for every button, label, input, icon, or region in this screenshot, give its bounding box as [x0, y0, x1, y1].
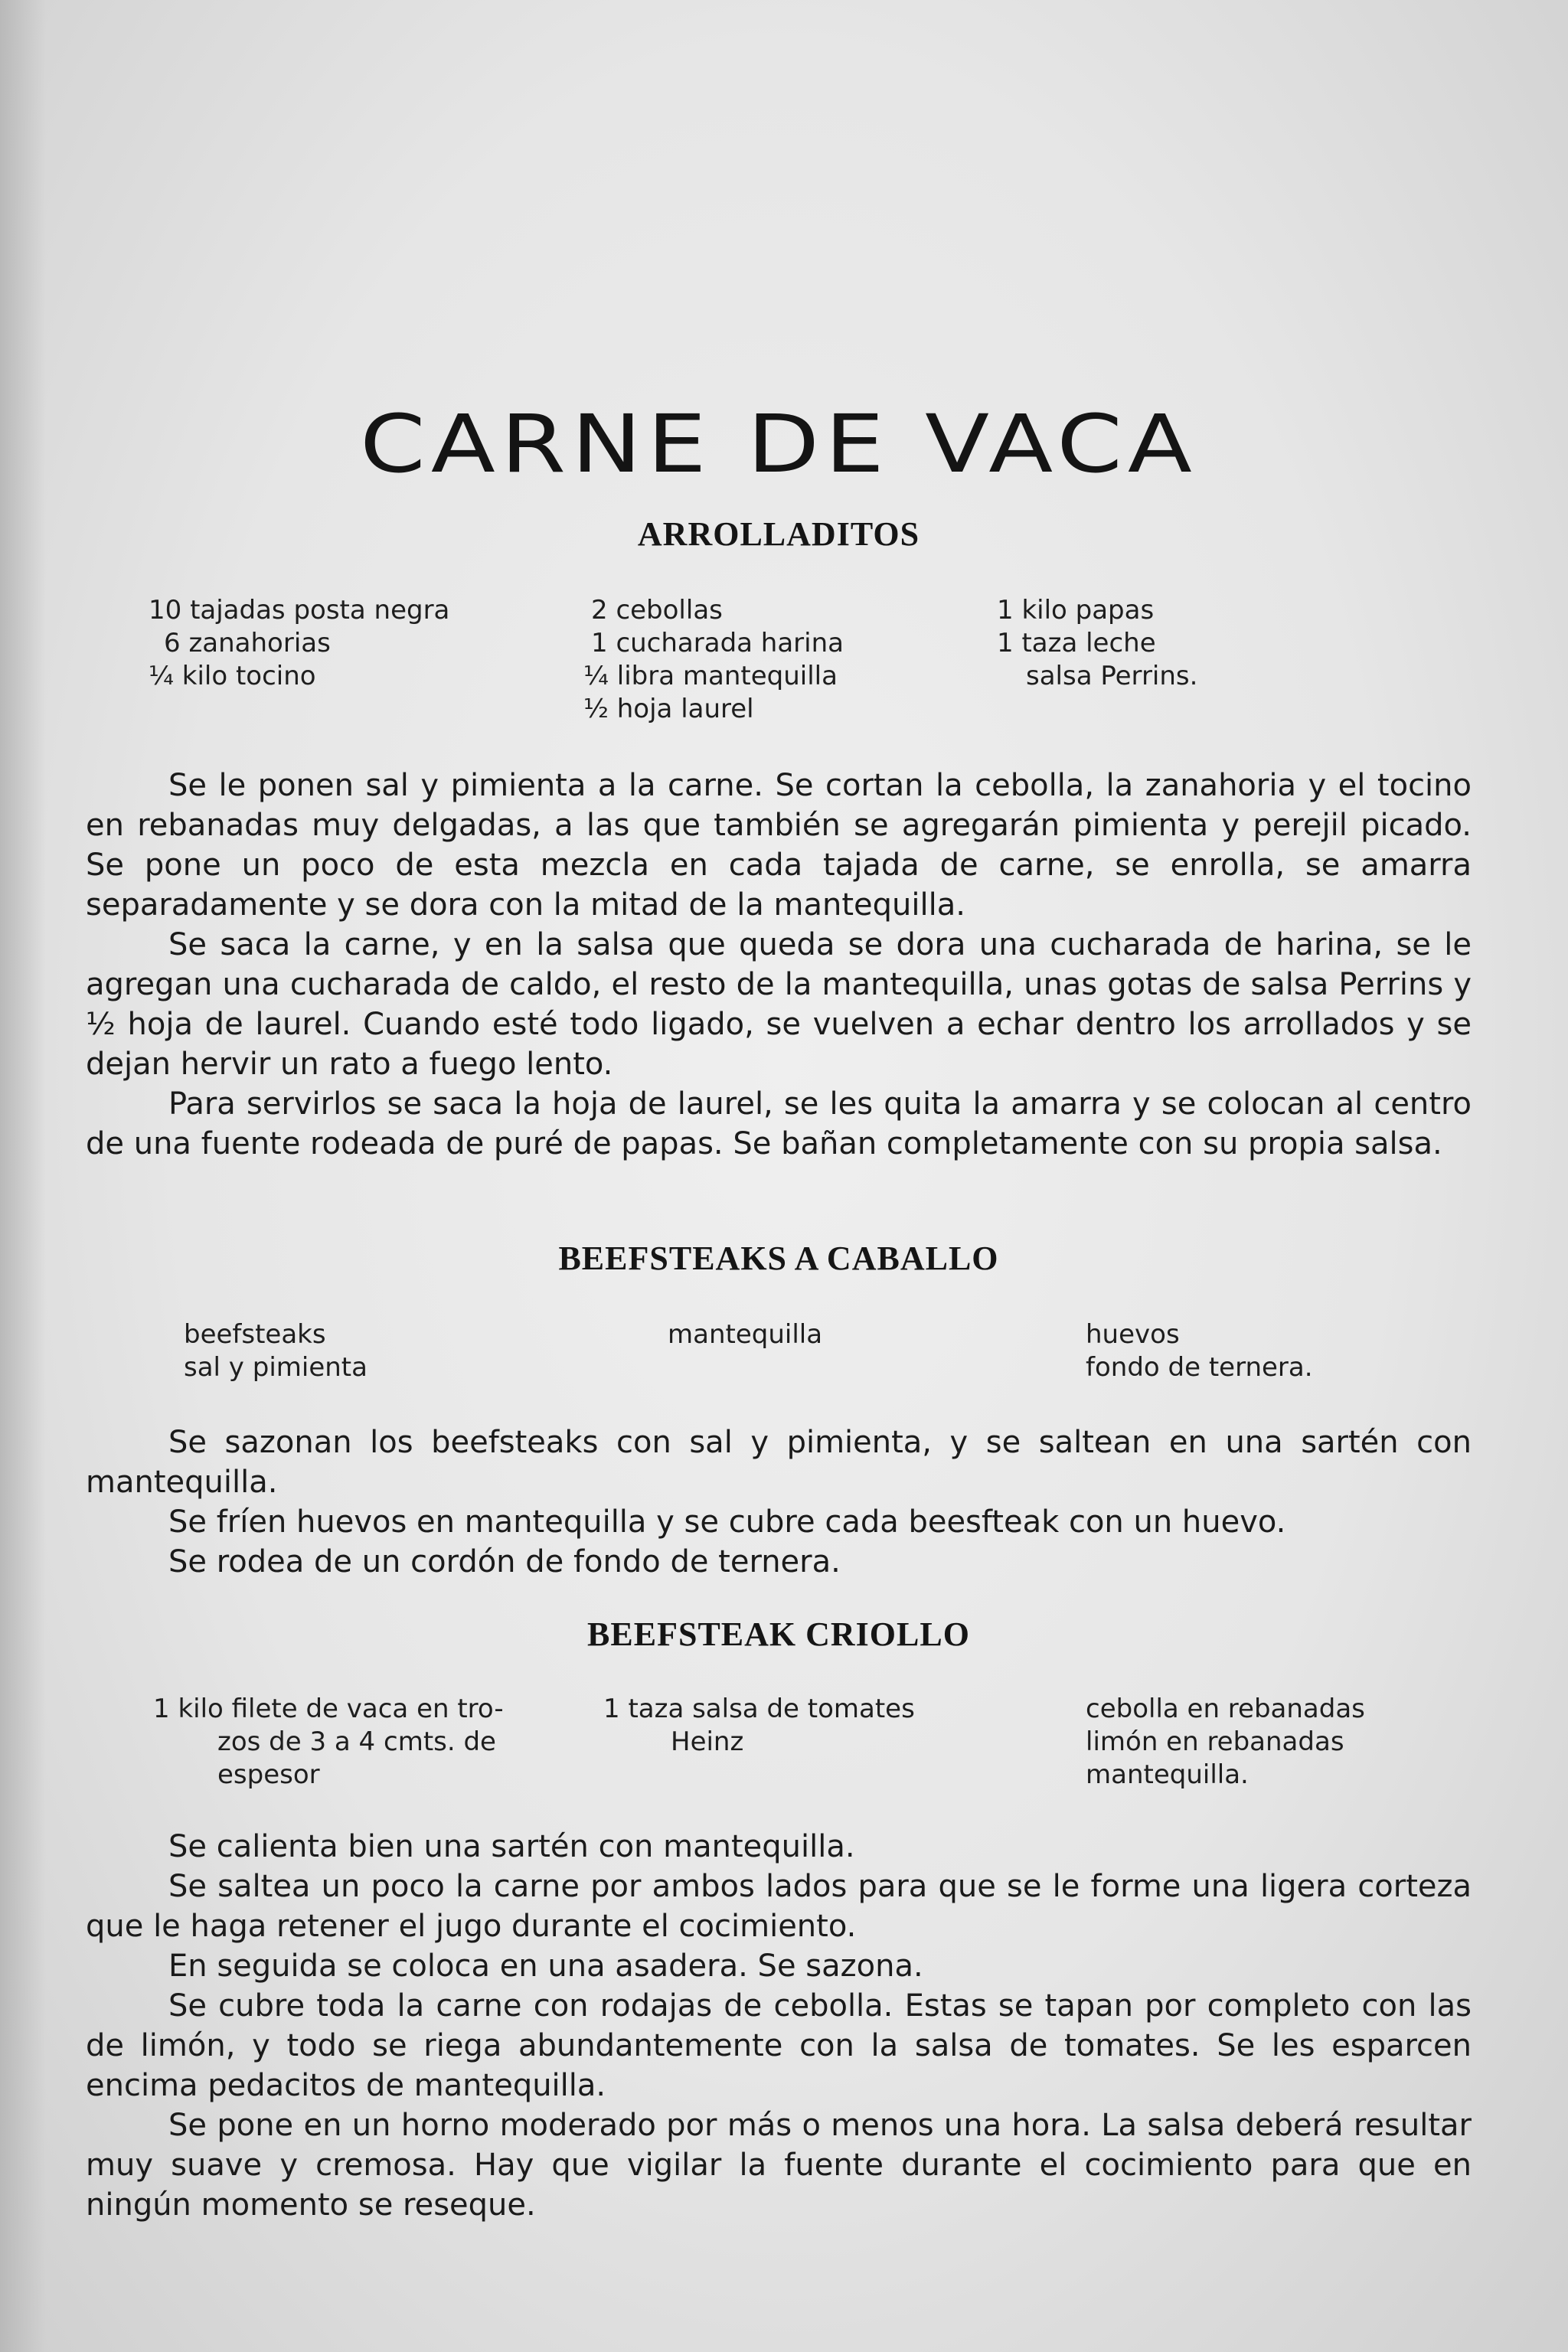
ingredient-item: espesor: [217, 1759, 320, 1790]
ingredient-item: 1 taza leche: [997, 628, 1156, 658]
ingredient-item: mantequilla.: [1086, 1759, 1249, 1790]
paragraph: En seguida se coloca en una asadera. Se sazona.: [168, 1949, 923, 1984]
ingredient-item: beefsteaks: [184, 1319, 326, 1350]
page-title: CARNE DE VACA: [360, 397, 1197, 491]
ingredient-column: [997, 594, 1197, 693]
recipe-title-beefsteaks-a-caballo: BEEFSTEAKS A CABALLO: [558, 1240, 999, 1277]
ingredient-column: [668, 1318, 822, 1351]
paragraph: Se calienta bien una sartén con mantequilla.: [168, 1829, 855, 1864]
ingredient-column: [149, 594, 449, 693]
ingredient-item: 1 taza salsa de tomates: [603, 1694, 915, 1724]
paragraph: Para servirlos se saca la hoja de laurel, se les quita la amarra y se colocan al centro de una fuente rodeada de puré de papas. Se bañan completamente con su propia salsa.: [86, 1086, 1472, 1161]
paragraph: Se le ponen sal y pimienta a la carne. Se cortan la cebolla, la zanahoria y el tocino en rebanadas muy delgadas, a las que también se agregarán pimienta y perejil picado. Se pone un poco de esta mezcla en cada tajada de carne, se enrolla, se amarra separadamente y se dora con la mitad de la mantequilla.: [86, 768, 1472, 923]
recipe-title-beefsteak-criollo: BEEFSTEAK CRIOLLO: [587, 1615, 970, 1653]
ingredient-item: 6 zanahorias: [164, 628, 331, 658]
ingredient-column: [1086, 1693, 1365, 1792]
ingredient-item: 10 tajadas posta negra: [149, 595, 450, 626]
ingredient-item: ¼ kilo tocino: [149, 661, 316, 691]
ingredient-column: [1086, 1318, 1313, 1384]
ingredient-item: ¼ libra mantequilla: [583, 661, 838, 691]
ingredient-item: ½ hoja laurel: [583, 694, 754, 724]
ingredient-item: zos de 3 a 4 cmts. de: [217, 1726, 496, 1757]
ingredient-item: 1 cucharada harina: [591, 628, 844, 658]
paragraph: Se saltea un poco la carne por ambos lados para que se le forme una ligera corteza que le haga retener el jugo durante el cocimiento.: [86, 1869, 1472, 1944]
paragraph: Se cubre toda la carne con rodajas de cebolla. Estas se tapan por completo con las de limón, y todo se riega abundantemente con la salsa de tomates. Se les esparcen encima pedacitos de mantequilla.: [86, 1988, 1472, 2103]
paragraph: Se pone en un horno moderado por más o menos una hora. La salsa deberá resultar muy suave y cremosa. Hay que vigilar la fuente durante el cocimiento para que en ningún momento se reseque.: [86, 2108, 1472, 2223]
ingredient-item: limón en rebanadas: [1086, 1726, 1344, 1757]
paragraph: Se rodea de un cordón de fondo de ternera.: [168, 1544, 841, 1579]
ingredient-item: sal y pimienta: [184, 1352, 368, 1383]
ingredient-column: [603, 1693, 915, 1759]
ingredient-item: fondo de ternera.: [1086, 1352, 1313, 1383]
ingredient-item: 1 kilo papas: [997, 595, 1155, 626]
recipe-body-arrolladitos: [86, 766, 1472, 1164]
ingredient-item: 1 kilo filete de vaca en tro-: [153, 1694, 504, 1724]
ingredient-item: salsa Perrins.: [1026, 661, 1198, 691]
paragraph: Se fríen huevos en mantequilla y se cubre cada beesfteak con un huevo.: [168, 1504, 1286, 1540]
ingredient-item: mantequilla: [668, 1319, 823, 1350]
recipe-title-arrolladitos: ARROLLADITOS: [637, 515, 920, 553]
ingredient-column: [184, 1318, 368, 1384]
ingredient-column: [583, 594, 844, 726]
paragraph: Se saca la carne, y en la salsa que queda se dora una cucharada de harina, se le agregan una cucharada de caldo, el resto de la mantequilla, unas gotas de salsa Perrins y ½ hoja de laurel. Cuando esté todo ligado, se vuelven a echar dentro los arrollados y se dejan hervir un rato a fuego lento.: [86, 927, 1472, 1082]
recipe-body-beefsteaks-a-caballo: [86, 1423, 1472, 1582]
recipe-body-beefsteak-criollo: [86, 1827, 1472, 2225]
ingredient-item: huevos: [1086, 1319, 1180, 1350]
ingredient-item: cebolla en rebanadas: [1086, 1694, 1365, 1724]
ingredient-column: [153, 1693, 504, 1792]
paragraph: Se sazonan los beefsteaks con sal y pimienta, y se saltean en una sartén con mantequilla.: [86, 1425, 1472, 1500]
ingredient-item: Heinz: [671, 1726, 744, 1757]
ingredient-item: 2 cebollas: [591, 595, 723, 626]
